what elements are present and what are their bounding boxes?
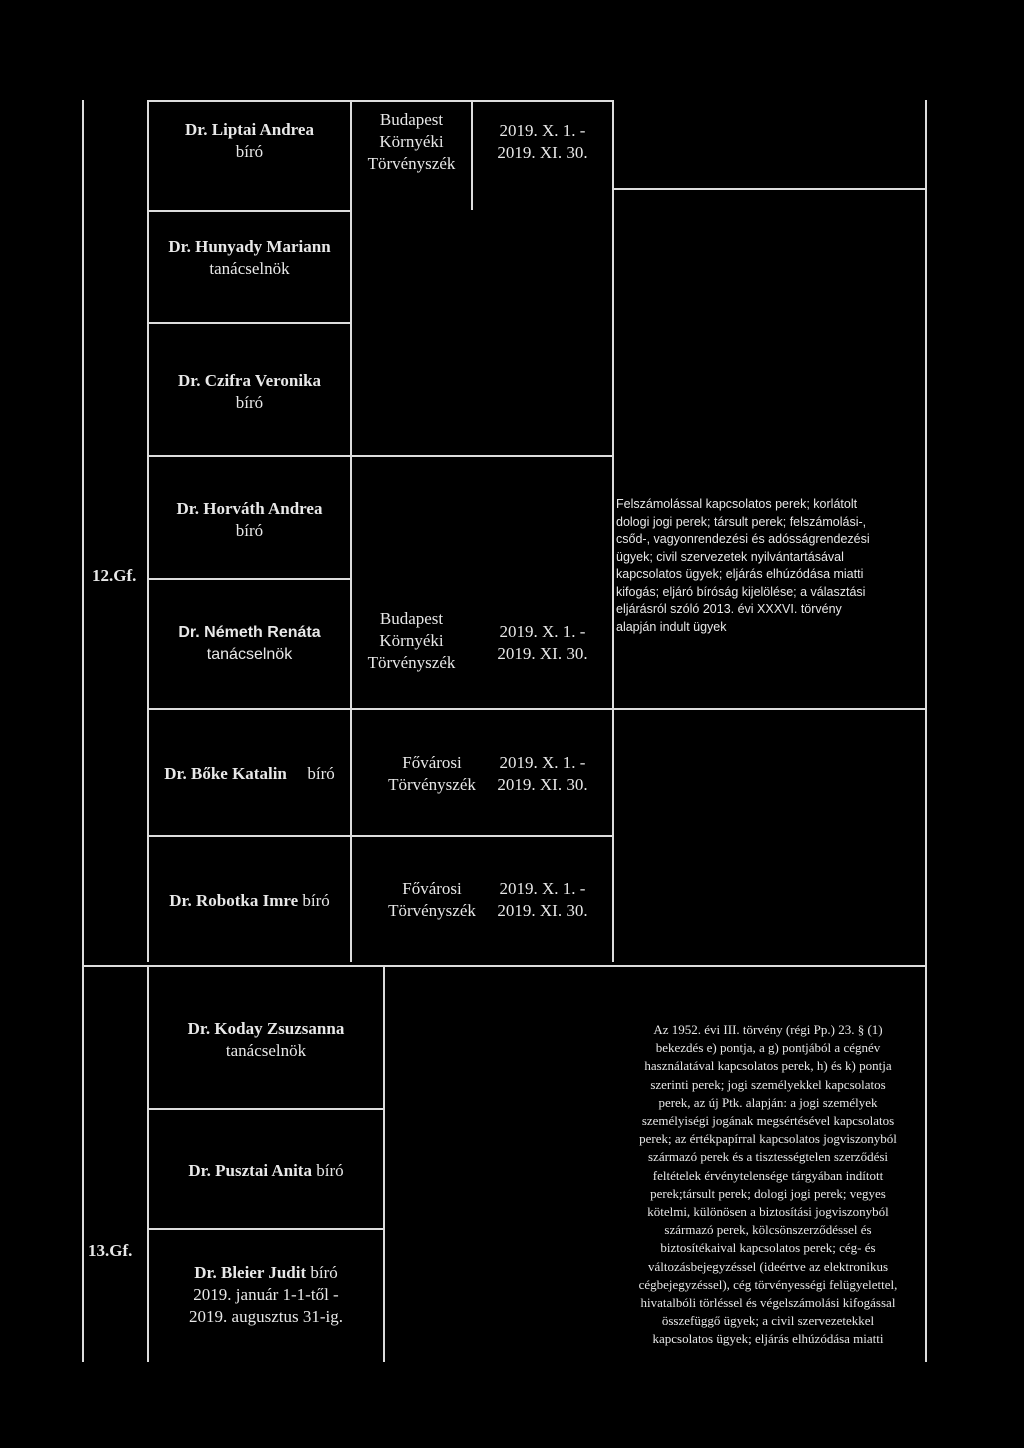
judge-name: Dr. Koday Zsuzsanna <box>187 1019 345 1038</box>
judge-row <box>149 1018 383 1062</box>
case-description <box>612 1021 924 1349</box>
period-end: 2019. XI. 30. <box>497 901 588 920</box>
judge-name: Dr. Bőke Katalin <box>164 764 287 783</box>
period-cell <box>473 621 612 665</box>
judge-name: Dr. Bleier Judit <box>194 1263 307 1282</box>
period-cell <box>473 878 612 922</box>
description-line: Felszámolással kapcsolatos perek; korlátolt <box>616 497 858 511</box>
judge-role: bíró <box>235 393 264 412</box>
judge-name: Dr. Németh Renáta <box>178 624 321 641</box>
judge-name: Dr. Hunyady Mariann <box>168 237 331 256</box>
court-line: Törvényszék <box>367 154 456 173</box>
judge-role: bíró <box>235 142 264 161</box>
court-line: Törvényszék <box>388 775 476 794</box>
description-line: dologi jogi perek; társult perek; felszámolási-, <box>616 514 867 529</box>
judge-role: bíró <box>235 521 264 540</box>
description-line: cégbejegyzéssel), cég törvényességi felügyelettel, <box>638 1276 898 1292</box>
description-line: használatával kapcsolatos perek, h) és k) pontja <box>644 1058 892 1074</box>
description-line: szerinti perek; jogi személyekkel kapcsolatos <box>650 1076 886 1092</box>
court-cell <box>352 608 471 674</box>
description-line: összefüggő ügyek; a civil szervezetekkel <box>661 1313 875 1329</box>
description-line: származó perek, kölcsönszerződéssel és <box>664 1222 872 1238</box>
judge-name: Dr. Pusztai Anita <box>188 1161 312 1180</box>
court-cell <box>352 109 471 175</box>
judge-role: tanácselnök <box>206 646 293 663</box>
judge-row <box>149 1262 383 1328</box>
judge-row <box>149 498 350 542</box>
description-line: csőd-, vagyonrendezési és adósságrendezési <box>616 532 870 546</box>
description-line: eljárásról szóló 2013. évi XXXVI. törvény <box>616 602 842 616</box>
section-13-label: 13.Gf. <box>88 1241 133 1260</box>
judge-role: bíró <box>307 764 335 783</box>
court-line: Budapest <box>379 609 444 628</box>
description-line: alapján indult ügyek <box>616 619 727 634</box>
description-line: kötelmi, különösen a biztosítási jogviszonyból <box>647 1204 889 1220</box>
description-line: feltételek érvénytelensége tárgyában indított <box>652 1167 884 1183</box>
judge-row <box>149 119 350 163</box>
description-line: bekezdés e) pontja, a g) pontjából a cégnév <box>655 1040 881 1056</box>
court-line: Törvényszék <box>367 653 456 672</box>
description-line: kapcsolatos ügyek; eljárás elhúzódása miatti <box>616 567 864 581</box>
period-end: 2019. XI. 30. <box>497 644 588 663</box>
court-line: Budapest <box>379 110 444 129</box>
court-line: Környéki <box>379 631 444 650</box>
judge-role: bíró <box>310 1263 338 1282</box>
judge-name: Dr. Robotka Imre <box>169 891 299 910</box>
period-start: 2019. X. 1. - <box>499 121 586 140</box>
judge-role: bíró <box>316 1161 344 1180</box>
tenure-note: 2019. augusztus 31-ig. <box>189 1307 343 1326</box>
period-end: 2019. XI. 30. <box>497 143 588 162</box>
description-line: származó perek és a tisztességtelen szerződési <box>647 1149 889 1165</box>
period-cell <box>473 120 612 164</box>
court-line: Fővárosi <box>402 753 462 772</box>
case-description <box>616 496 921 636</box>
description-line: perek;társult perek; dologi jogi perek; vegyes <box>650 1185 886 1201</box>
judge-role: tanácselnök <box>225 1041 307 1060</box>
tenure-note: 2019. január 1-1-től - <box>193 1285 339 1304</box>
judge-name: Dr. Horváth Andrea <box>176 499 323 518</box>
description-line: Az 1952. évi III. törvény (régi Pp.) 23. § (1) <box>653 1022 883 1037</box>
court-line: Fővárosi <box>402 879 462 898</box>
court-line: Törvényszék <box>388 901 476 920</box>
description-line: kapcsolatos ügyek; eljárás elhúzódása miatti <box>652 1331 884 1347</box>
judge-name: Dr. Czifra Veronika <box>177 371 322 390</box>
judge-row <box>149 622 350 666</box>
judge-row <box>149 370 350 414</box>
period-start: 2019. X. 1. - <box>499 753 586 772</box>
description-line: perek; az értékpapírral kapcsolatos jogviszonyból <box>639 1131 897 1147</box>
period-end: 2019. XI. 30. <box>497 775 588 794</box>
court-line: Környéki <box>379 132 444 151</box>
judge-role: bíró <box>302 891 330 910</box>
description-line: kifogás; eljáró bíróság kijelölése; a választási <box>616 584 866 599</box>
description-line: hivatalbóli törléssel és végelszámolási kifogással <box>640 1295 896 1311</box>
judge-row <box>149 1160 383 1182</box>
description-line: ügyek; civil szervezetek nyilvántartásával <box>616 549 844 564</box>
description-line: személyiségi jogának megsértésével kapcsolatos <box>641 1113 895 1129</box>
description-line: biztosítékaival kapcsolatos perek; cég- és <box>660 1240 876 1256</box>
judge-name: Dr. Liptai Andrea <box>185 120 314 139</box>
period-cell <box>473 752 612 796</box>
judge-row <box>149 763 350 785</box>
judge-role: tanácselnök <box>209 259 290 278</box>
description-line: perek, az új Ptk. alapján: a jogi személyek <box>658 1094 878 1110</box>
description-line: változásbejegyzéssel (ideértve az elektronikus <box>647 1258 889 1274</box>
judge-row <box>149 890 350 912</box>
period-start: 2019. X. 1. - <box>499 879 586 898</box>
period-start: 2019. X. 1. - <box>499 622 586 641</box>
section-12-label: 12.Gf. <box>92 566 137 585</box>
judge-row <box>149 236 350 280</box>
